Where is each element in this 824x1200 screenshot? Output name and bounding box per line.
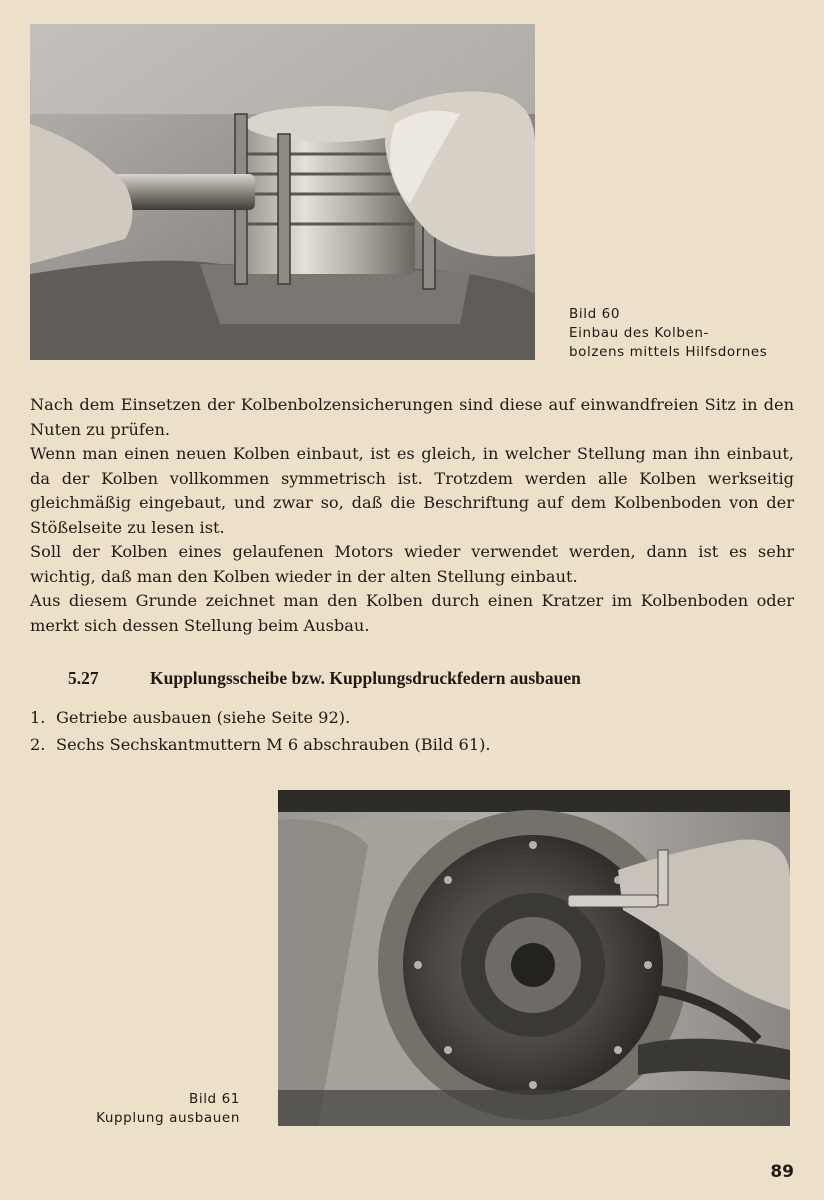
- figure-caption-line: Einbau des Kolben-: [569, 325, 710, 341]
- step-text: Getriebe ausbauen (siehe Seite 92).: [56, 708, 351, 727]
- step-number: 2.: [30, 735, 46, 754]
- step-number: 1.: [30, 708, 46, 727]
- photo-bild-60: [30, 24, 535, 360]
- clutch-removal-photo: [278, 790, 790, 1126]
- caption-bild-61: [68, 1090, 240, 1128]
- figure-label: Bild 61: [188, 1091, 240, 1107]
- section-number: 5.27: [68, 668, 99, 688]
- paragraph: Wenn man einen neuen Kolben einbaut, ist es gleich, in welcher Stellung man ihn einbaut, da der Kolben vollkommen symmetrisch ist. Trotzdem werden alle Kolben werkseitig gleichmäßig eingebaut, und zwar so, daß die Beschriftung auf dem Kolbenboden von der Stößelseite zu lesen ist.: [30, 444, 794, 537]
- section-title: Kupplungsscheibe bzw. Kupplungsdruckfedern ausbauen: [150, 668, 581, 688]
- list-item: [30, 704, 750, 731]
- photo-bild-61: [278, 790, 790, 1126]
- step-text: Sechs Sechskantmuttern M 6 abschrauben (Bild 61).: [56, 735, 491, 754]
- page-number: 89: [770, 1162, 794, 1182]
- paragraph: Aus diesem Grunde zeichnet man den Kolben durch einen Kratzer im Kolbenboden oder merkt sich dessen Stellung beim Ausbau.: [30, 591, 794, 635]
- section-heading: [68, 668, 788, 689]
- piston-pin-installation-photo: [30, 24, 535, 360]
- list-item: [30, 731, 750, 758]
- body-text: [30, 393, 794, 638]
- step-list: [30, 704, 750, 758]
- paragraph: Soll der Kolben eines gelaufenen Motors wieder verwendet werden, dann ist es sehr wichtig, daß man den Kolben wieder in der alten Stellung einbaut.: [30, 542, 794, 586]
- figure-caption-line: bolzens mittels Hilfsdornes: [569, 344, 768, 360]
- paragraph: Nach dem Einsetzen der Kolbenbolzensicherungen sind diese auf einwandfreien Sitz in den Nuten zu prüfen.: [30, 395, 794, 439]
- figure-label: Bild 60: [569, 306, 621, 322]
- caption-bild-60: [569, 305, 767, 362]
- figure-caption-line: Kupplung ausbauen: [96, 1110, 240, 1126]
